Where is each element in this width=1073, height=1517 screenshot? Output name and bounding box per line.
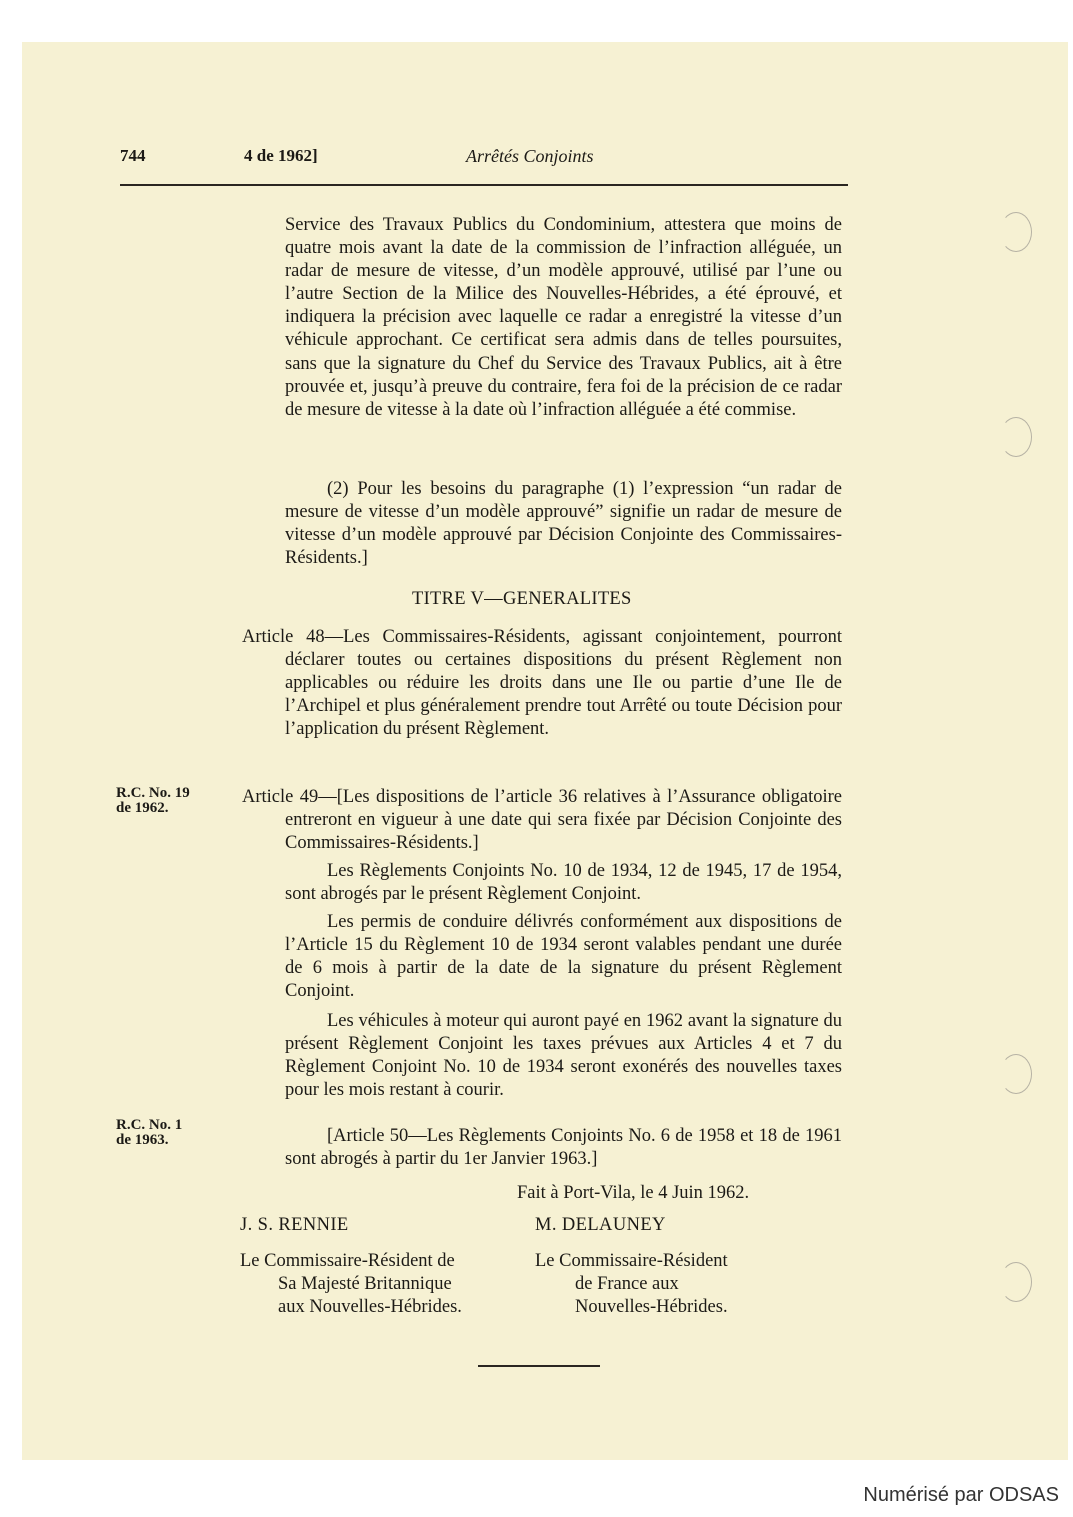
- page-number: 744: [120, 146, 146, 165]
- article-49: [242, 786, 842, 855]
- margin-note-rc-19: [116, 786, 190, 816]
- place-date: Fait à Port-Vila, le 4 Juin 1962.: [517, 1183, 750, 1203]
- vehicules-text: Les véhicules à moteur qui auront payé en 1962 avant la signature du présent Règlement Conjoint les taxes prévues aux Articles 4 et 7 du Règlement Conjoint No. 10 de 1934 seront exonérés des nouvelles taxes pour les mois restant à courir.: [285, 1011, 842, 1101]
- margin-note-line: R.C. No. 19: [116, 785, 190, 801]
- signatory-title-line: aux Nouvelles-Hébrides.: [278, 1297, 462, 1317]
- punch-hole: [1000, 1054, 1032, 1094]
- margin-note-line: de 1962.: [116, 800, 169, 816]
- continuation-text: Service des Travaux Publics du Condominium, attestera que moins de quatre mois avant la date de la commission de l’infraction alléguée, un radar de mesure de vitesse, d’un modèle approuvé, utilisé par l’une ou l’autre Section de la Milice des Nouvelles-Hébrides, a été éprouvé, et indiquera la précision avec laquelle ce radar a enregistré la vitesse d’un véhicule approchant. Ce certificat sera admis dans de telles poursuites, sans que la signature du Chef du Service des Travaux Publics, ait à être prouvée et, jusqu’à preuve du contraire, fera foi de la précision de ce radar de mesure de vitesse à la date où l’infraction alléguée a été commise.: [285, 215, 842, 420]
- margin-note-rc-1: [116, 1118, 182, 1148]
- header-rule: [120, 184, 848, 186]
- article-48: [242, 626, 842, 741]
- signatory-title-line: Sa Majesté Britannique: [278, 1274, 452, 1294]
- article-49-text: Article 49—[Les dispositions de l’article 36 relatives à l’Assurance obligatoire entreront en vigueur à une date qui sera fixée par Décision Conjointe des Commissaires-Résidents.]: [242, 787, 842, 854]
- signatory-right: [535, 1214, 728, 1319]
- margin-note-line: R.C. No. 1: [116, 1117, 183, 1133]
- margin-note-line: de 1963.: [116, 1132, 169, 1148]
- signatory-left: [240, 1214, 462, 1319]
- punch-hole: [1000, 212, 1032, 252]
- permis-paragraph: [285, 911, 842, 1003]
- issue-reference: 4 de 1962]: [244, 146, 318, 165]
- punch-hole: [1000, 1262, 1032, 1302]
- running-title: Arrêtés Conjoints: [466, 146, 594, 166]
- permis-text: Les permis de conduire délivrés conformément aux dispositions de l’Article 15 du Règlement 10 de 1934 seront valables pendant une durée de 6 mois à partir de la date de la signature du présent Règlement Conjoint.: [285, 912, 842, 1002]
- signatory-title-line: de France aux: [575, 1274, 679, 1294]
- article-50-text: [Article 50—Les Règlements Conjoints No. 6 de 1958 et 18 de 1961 sont abrogés à partir du 1er Janvier 1963.]: [285, 1126, 842, 1170]
- article-48-text: Article 48—Les Commissaires-Résidents, agissant conjointement, pourront déclarer toutes ou certaines dispositions du présent Règlement non applicables ou réduire les droits dans une Ile ou partie d’une Ile de l’Archipel et plus généralement prendre tout Arrêté ou toute Décision pour l’application du présent Règlement.: [242, 627, 842, 740]
- subparagraph-2: [285, 478, 842, 570]
- digitization-credit: Numérisé par ODSAS: [863, 1484, 1059, 1506]
- continuation-paragraph: [285, 214, 842, 422]
- punch-hole: [1000, 417, 1032, 457]
- signatory-title-line: Le Commissaire-Résident: [535, 1251, 728, 1271]
- subparagraph-2-text: (2) Pour les besoins du paragraphe (1) l’expression “un radar de mesure de vitesse d’un modèle approuvé” signifie un radar de mesure de vitesse d’un modèle approuvé par Décision Conjointe des Commissaires-Résidents.]: [285, 479, 842, 569]
- article-50: [285, 1125, 842, 1171]
- section-heading: TITRE V—GENERALITES: [412, 589, 632, 609]
- abrogation-paragraph: [285, 860, 842, 906]
- vehicules-paragraph: [285, 1010, 842, 1102]
- signatory-name: J. S. RENNIE: [240, 1215, 349, 1235]
- signatory-title-line: Le Commissaire-Résident de: [240, 1251, 455, 1271]
- signatory-title-line: Nouvelles-Hébrides.: [575, 1297, 728, 1317]
- end-rule: [478, 1365, 600, 1367]
- signatory-name: M. DELAUNEY: [535, 1215, 666, 1235]
- abrogation-text: Les Règlements Conjoints No. 10 de 1934, 12 de 1945, 17 de 1954, sont abrogés par le présent Règlement Conjoint.: [285, 861, 842, 905]
